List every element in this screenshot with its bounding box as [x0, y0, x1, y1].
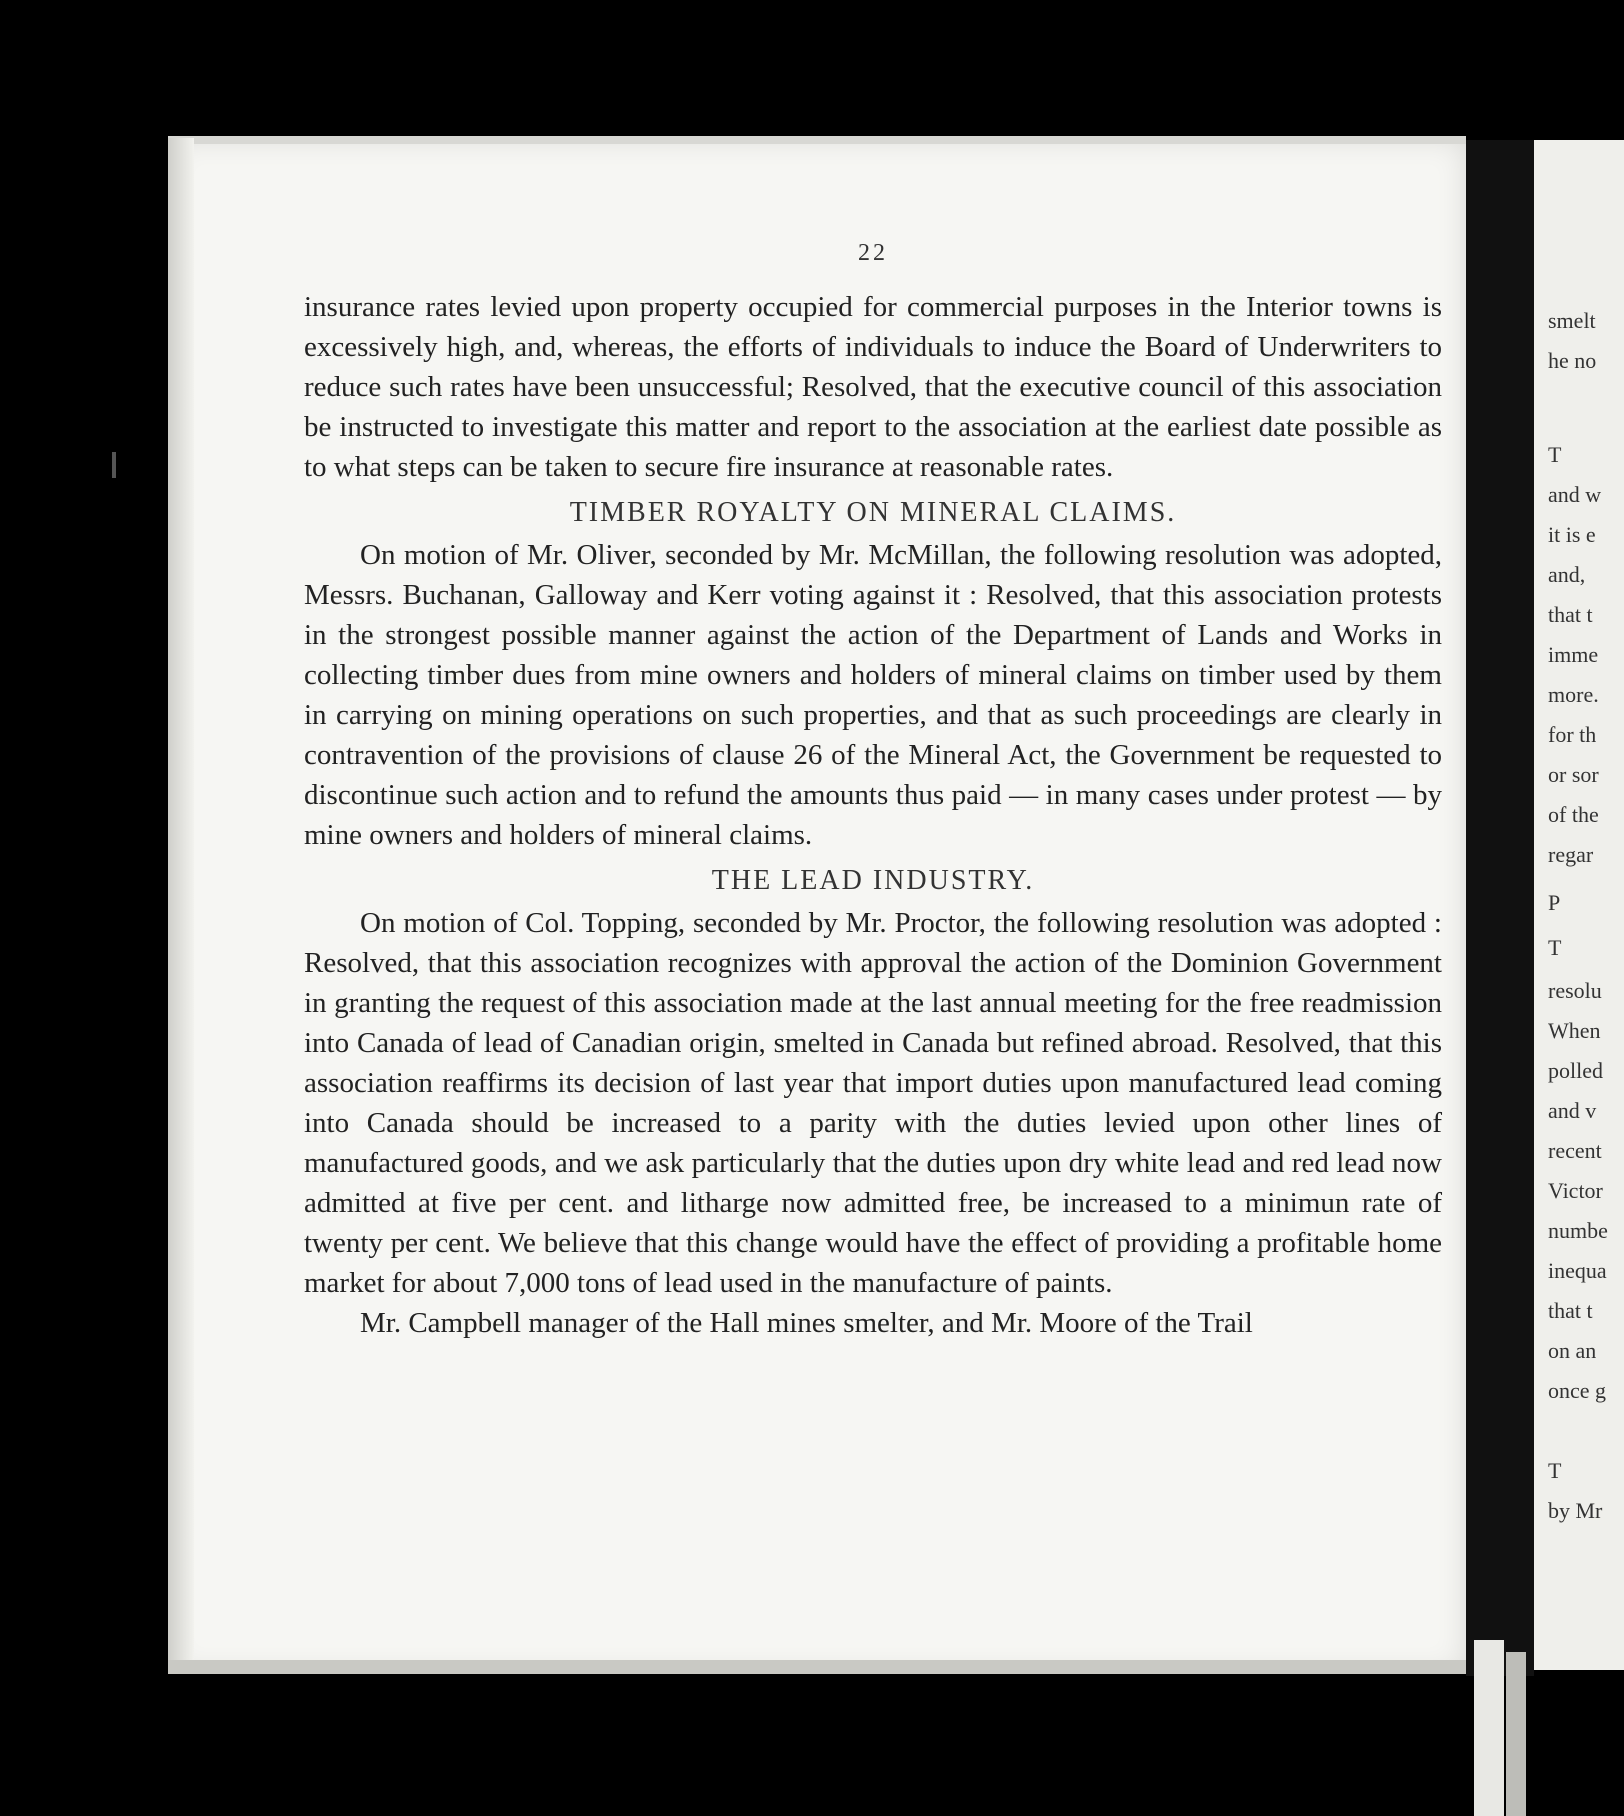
adjacent-page-text: T — [1548, 935, 1562, 960]
adjacent-page-text: that t — [1548, 602, 1593, 627]
adjacent-page-text: imme — [1548, 642, 1599, 667]
adjacent-page-text: he no — [1548, 348, 1597, 373]
paragraph-lead-industry: On motion of Col. Topping, seconded by Mr. Proctor, the following resolution was adopted : Resolved, that this association recognizes with approval the action of the Dominion Government in granting the request of this association made at the last annual meeting for the free readmission into Canada of lead of Canadian origin, smelted in Canada but refined abroad. Resolved, that this association reaffirms its decision of last year that import duties upon manufactured lead coming into Canada should be increased to a parity with the duties levied upon other lines of manufactured goods, and we ask particularly that the duties upon dry white lead and red lead now admitted at five per cent. and litharge now admitted free, be increased to a minimun rate of twenty per cent. We believe that this change would have the effect of providing a profitable home market for about 7,000 tons of lead used in the manufacture of paints. — [304, 907, 1442, 1299]
page-tab-strip — [1474, 1640, 1504, 1816]
adjacent-page-text: resolu — [1548, 978, 1602, 1003]
adjacent-page-text: numbe — [1548, 1218, 1608, 1243]
adjacent-page-text: T — [1548, 1458, 1562, 1483]
adjacent-page-text: by Mr — [1548, 1498, 1603, 1523]
adjacent-page-text: When — [1548, 1018, 1601, 1043]
adjacent-page-text: and, — [1548, 562, 1586, 587]
adjacent-page-text: T — [1548, 442, 1562, 467]
adjacent-page — [1534, 140, 1624, 1670]
section-heading-lead-industry: THE LEAD INDUSTRY. — [711, 865, 1035, 896]
adjacent-page-text: polled — [1548, 1058, 1603, 1083]
adjacent-page-text: for th — [1548, 722, 1597, 747]
adjacent-page-text: inequa — [1548, 1258, 1607, 1283]
adjacent-page-text: more. — [1548, 682, 1599, 707]
section-heading-timber-royalty: TIMBER ROYALTY ON MINERAL CLAIMS. — [569, 497, 1177, 528]
adjacent-page-text: smelt — [1548, 308, 1596, 333]
adjacent-page-text: regar — [1548, 842, 1594, 867]
page-number: 22 — [858, 240, 888, 266]
paragraph-fire-insurance: insurance rates levied upon property occupied for commercial purposes in the Interior towns is excessively high, and, whereas, the efforts of individuals to induce the Board of Underwriters to reduce such rates have been unsuccessful; Resolved, that the executive council of this association be instructed to investigate this matter and report to the association at the earliest date possible as to what steps can be taken to secure fire insurance at reasonable rates. — [304, 291, 1442, 483]
paragraph-smelter-managers: Mr. Campbell manager of the Hall mines smelter, and Mr. Moore of the Trail — [360, 1307, 1253, 1339]
page-left-edge — [168, 138, 194, 1674]
adjacent-page-text: that t — [1548, 1298, 1593, 1323]
page-tab-strip — [1506, 1652, 1526, 1816]
adjacent-page-text: P — [1548, 890, 1561, 915]
page-bottom-edge — [168, 1660, 1466, 1674]
adjacent-page-text: or sor — [1548, 762, 1599, 787]
adjacent-page-text: and v — [1548, 1098, 1597, 1123]
book-gutter — [1466, 140, 1534, 1676]
adjacent-page-text: once g — [1548, 1378, 1607, 1403]
adjacent-page-text: of the — [1548, 802, 1599, 827]
page-text-block — [304, 240, 1442, 1343]
adjacent-page-text: recent — [1548, 1138, 1602, 1163]
adjacent-page-text: on an — [1548, 1338, 1597, 1363]
adjacent-page-text: it is e — [1548, 522, 1596, 547]
scan-mark — [112, 452, 116, 478]
adjacent-page-text: and w — [1548, 482, 1602, 507]
adjacent-page-text: Victor — [1548, 1178, 1603, 1203]
page-top-edge — [168, 136, 1466, 144]
paragraph-timber-royalty: On motion of Mr. Oliver, seconded by Mr. McMillan, the following resolution was adopted, Messrs. Buchanan, Galloway and Kerr voting against it : Resolved, that this association protests in the strongest possible manner against the action of the Department of Lands and Works in collecting timber dues from mine owners and holders of mineral claims on timber used by them in carrying on mining operations on such properties, and that as such proceedings are clearly in contravention of the provisions of clause 26 of the Mineral Act, the Government be requested to discontinue such action and to refund the amounts thus paid — in many cases under protest — by mine owners and holders of mineral claims. — [304, 539, 1442, 851]
